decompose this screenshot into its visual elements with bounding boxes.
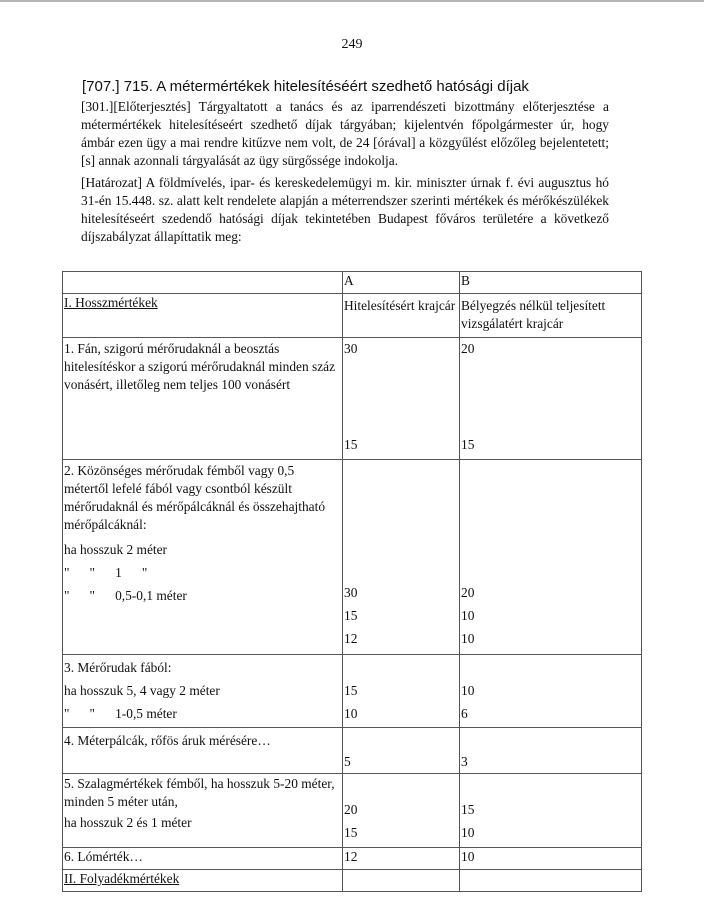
- table-row: [63, 460, 642, 655]
- row-value-b: [460, 774, 642, 848]
- row-description: [63, 338, 343, 460]
- row-description: [63, 655, 343, 728]
- row-text: 2. Közönséges mérőrudak fémből vagy 0,5 métertől lefelé fából vagy csontból készült mérőrudaknál és mérőpálcáknál és összehajtható mérőpálcáknál:: [64, 463, 326, 532]
- row-description: [63, 774, 343, 848]
- section-row-hosszmertekek: [63, 294, 642, 338]
- empty-cell: [460, 870, 642, 892]
- value-b-1: 20: [461, 585, 475, 600]
- row-description: [63, 460, 343, 655]
- section-title-text: II. Folyadékmértékek: [64, 871, 180, 886]
- value-a-2: 15: [344, 437, 358, 452]
- value-a-2: 15: [344, 825, 358, 840]
- paragraph-hatarozat: [Határozat] A földmívelés, ipar- és kereskedelemügyi m. kir. miniszter úrnak f. évi augusztus hó 31-én 15.448. sz. alatt kelt rendelete alapján a méterrendszer szerinti mértékek és mérőkészülékek hitelesítéseért szedendő hatósági díjak tekintetében Budapest főváros területére a következő díjszabályzat állapíttatik meg:: [81, 175, 609, 244]
- row-subitem: ha hosszuk 2 méter: [64, 542, 168, 557]
- section-title: [63, 294, 343, 338]
- section-title: [63, 870, 343, 892]
- section-row-folyadekmertekek: [63, 870, 642, 892]
- value-b-3: 10: [461, 631, 475, 646]
- empty-cell: [343, 870, 460, 892]
- row-value-b: [460, 655, 642, 728]
- fee-table: [62, 271, 642, 892]
- row-value-b: 10: [460, 848, 642, 870]
- value-b-2: 10: [461, 608, 475, 623]
- page-number: 249: [341, 37, 363, 52]
- value-a-1: 30: [344, 585, 358, 600]
- value-b-1: 3: [461, 754, 468, 769]
- row-text: 3. Mérőrudak fából:: [64, 660, 172, 675]
- value-a-1: 30: [344, 341, 358, 356]
- value-b-1: 20: [461, 341, 475, 356]
- row-value-b: [460, 728, 642, 774]
- row-value-a: [343, 774, 460, 848]
- value-b-2: 6: [461, 706, 468, 721]
- row-value-a: [343, 338, 460, 460]
- column-b-description: Bélyegzés nélkül teljesített vizsgálatért krajcár: [460, 294, 642, 338]
- value-b-2: 15: [461, 437, 475, 452]
- table-row: [63, 338, 642, 460]
- document-heading: [707.] 715. A métermértékek hitelesítéséért szedhető hatósági díjak: [82, 78, 529, 95]
- value-a-1: 15: [344, 683, 358, 698]
- row-value-b: [460, 338, 642, 460]
- row-value-a: [343, 655, 460, 728]
- header-cell-empty: [63, 272, 343, 294]
- table-row: [63, 655, 642, 728]
- row-description: 6. Lómérték…: [63, 848, 343, 870]
- value-b-2: 10: [461, 825, 475, 840]
- value-a-3: 12: [344, 631, 358, 646]
- row-value-a: 12: [343, 848, 460, 870]
- value-b-1: 10: [461, 683, 475, 698]
- value-a-1: 20: [344, 802, 358, 817]
- row-subitem: " " 1-0,5 méter: [64, 706, 177, 721]
- row-subitem: " " 1 ": [64, 565, 148, 580]
- table-row: [63, 728, 642, 774]
- row-subitem: ha hosszuk 2 és 1 méter: [64, 815, 192, 830]
- row-text: 5. Szalagmértékek fémből, ha hosszuk 5-20 méter, minden 5 méter után,: [64, 776, 335, 809]
- header-cell-a: A: [343, 272, 460, 294]
- header-cell-b: B: [460, 272, 642, 294]
- row-value-a: [343, 728, 460, 774]
- value-a-2: 10: [344, 706, 358, 721]
- row-subitem: " " 0,5-0,1 méter: [64, 588, 187, 603]
- column-a-description: Hitelesítésért krajcár: [343, 294, 460, 338]
- row-description: [63, 728, 343, 774]
- table-row: [63, 848, 642, 870]
- value-a-2: 15: [344, 608, 358, 623]
- row-text: 1. Fán, szigorú mérőrudaknál a beosztás hitelesítéskor a szigorú mérőrudaknál minden száz vonásért, illetőleg nem teljes 100 vonásért: [64, 341, 336, 392]
- section-title-text: I. Hosszmértékek: [64, 295, 158, 310]
- table-row: [63, 774, 642, 848]
- row-text: 4. Méterpálcák, rőfös áruk mérésére…: [64, 733, 271, 748]
- row-subitem: ha hosszuk 5, 4 vagy 2 méter: [64, 683, 220, 698]
- row-value-a: [343, 460, 460, 655]
- value-a-1: 5: [344, 754, 351, 769]
- value-b-1: 15: [461, 802, 475, 817]
- row-value-b: [460, 460, 642, 655]
- table-header-row: [63, 272, 642, 294]
- paragraph-eloterjesztes: [301.][Előterjesztés] Tárgyaltatott a tanács és az iparrendészeti bizottmány előterjesztése a métermértékek hitelesítéseért szedhető díjak tárgyában; kijelentvén főpolgármester úr, hogy ámbár ezen ügy a mai rendre kitűzve nem volt, de 24 [órával] a közgyűlést előzőleg bejelentetett; [s] annak azonnali tárgyalását az ügy sürgőssége indokolja.: [81, 99, 609, 168]
- page-top-border: [0, 0, 704, 2]
